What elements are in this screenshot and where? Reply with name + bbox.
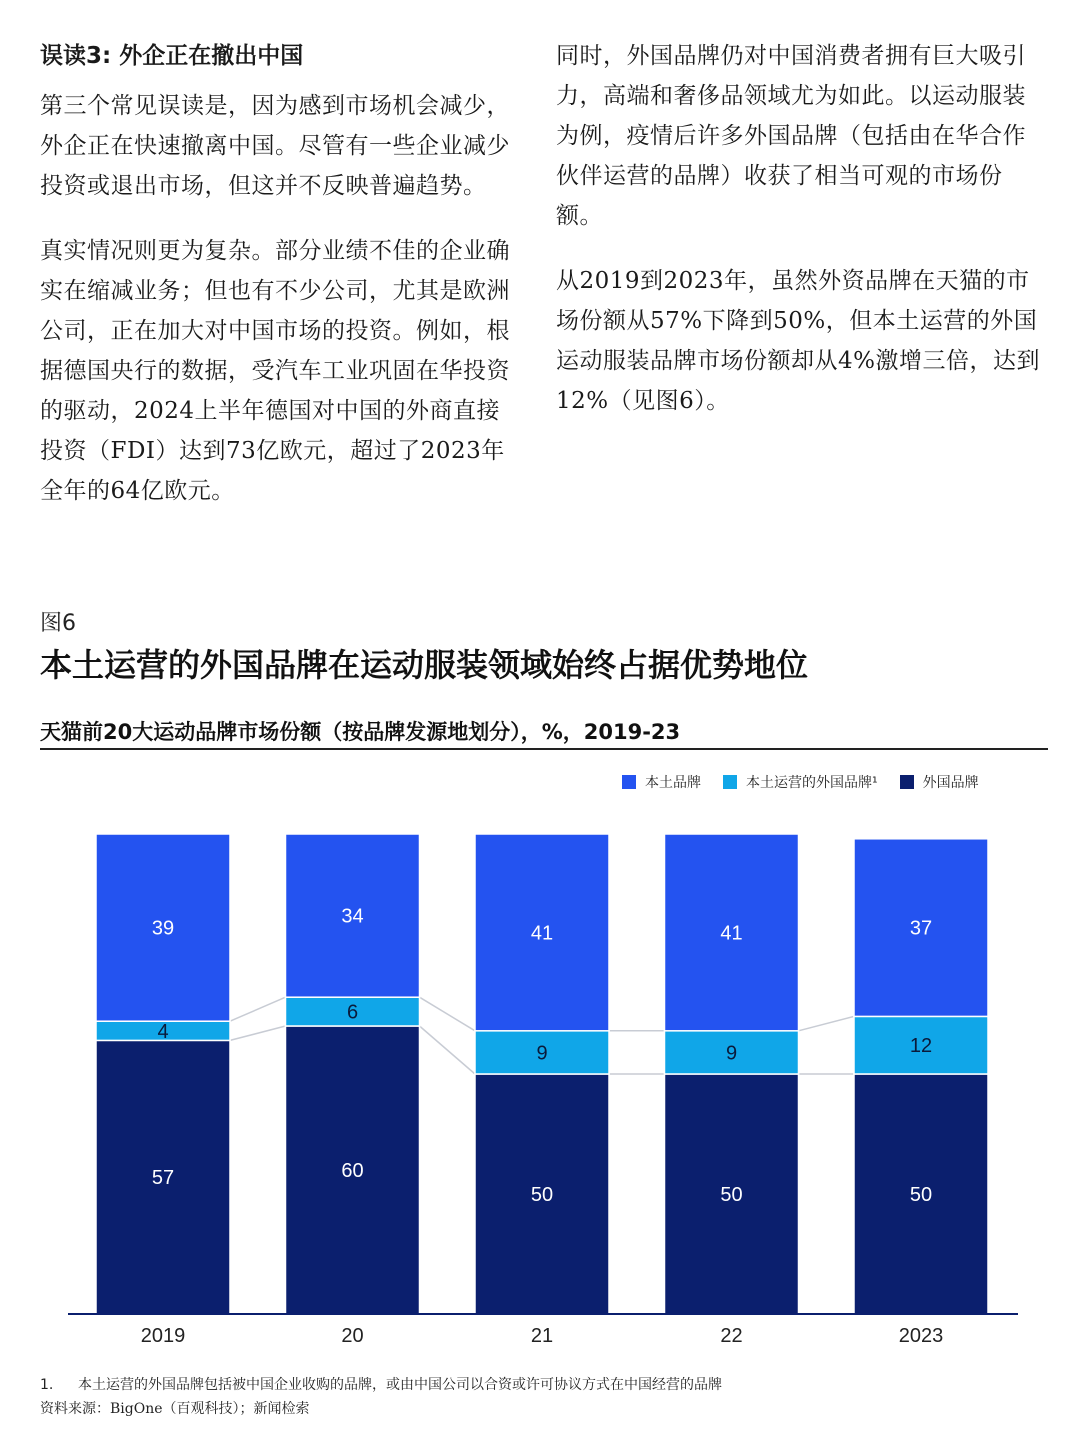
article-heading: 误读3: 外企正在撤出中国 [40, 43, 304, 69]
stacked-bar-chart [0, 800, 1080, 1360]
connector-line [230, 1026, 286, 1040]
legend-item [622, 772, 701, 792]
data-label: 12 [909, 1035, 933, 1058]
figure-divider [40, 748, 1048, 750]
right-paragraph-2: 从2019到2023年，虽然外资品牌在天猫的市场份额从57%下降到50%，但本土运营的外国运动服装品牌市场份额却从4%激增三倍，达到12%（见图6）。 [556, 268, 1040, 414]
data-label: 60 [341, 1160, 364, 1182]
legend-swatch [622, 775, 636, 789]
chart-legend [622, 772, 979, 792]
footnote [40, 1374, 722, 1394]
x-tick-label: 20 [341, 1325, 364, 1347]
data-label: 50 [720, 1184, 743, 1206]
data-label: 6 [346, 1001, 359, 1024]
data-label: 9 [725, 1042, 738, 1065]
footnote-text: 本土运营的外国品牌包括被中国企业收购的品牌，或由中国公司以合资或许可协议方式在中国经营的品牌 [78, 1377, 722, 1393]
data-label: 39 [151, 917, 175, 940]
connector-line [420, 1026, 476, 1074]
figure-label: 图6 [40, 611, 76, 636]
left-paragraph-1: 第三个常见误读是，因为感到市场机会减少，外企正在快速撤离中国。尽管有一些企业减少投资或退出市场，但这并不反映普遍趋势。 [40, 93, 510, 199]
left-paragraph-2: 真实情况则更为复杂。部分业绩不佳的企业确实在缩减业务；但也有不少公司，尤其是欧洲公司，正在加大对中国市场的投资。例如，根据德国央行的数据，受汽车工业巩固在华投资的驱动，2024上半年德国对中国的外商直接投资（FDI）达到73亿欧元，超过了2023年全年的64亿欧元。 [40, 238, 510, 504]
legend-label: 本土品牌 [645, 775, 701, 791]
figure-subtitle: 天猫前20大运动品牌市场份额（按品牌发源地划分），%，2019-23 [40, 720, 681, 744]
connector-line [799, 1016, 855, 1030]
data-label: 50 [530, 1184, 554, 1206]
legend-swatch [723, 775, 737, 789]
legend-label: 本土运营的外国品牌¹ [746, 775, 878, 791]
data-label: 34 [341, 905, 364, 928]
data-label: 4 [157, 1020, 169, 1043]
x-tick-label: 2019 [140, 1325, 186, 1347]
data-label: 37 [909, 917, 933, 940]
data-label: 9 [536, 1042, 548, 1065]
footnote-number: 1. [40, 1377, 54, 1393]
legend-item [900, 772, 979, 792]
legend-swatch [900, 775, 914, 789]
article-left-column [40, 36, 522, 536]
connector-line [230, 997, 286, 1021]
data-label: 41 [720, 922, 743, 945]
source-note: 资料来源：BigOne（百观科技）；新闻检索 [40, 1401, 310, 1417]
x-tick-label: 21 [530, 1325, 554, 1347]
connector-line [420, 997, 476, 1031]
data-label: 41 [530, 922, 554, 945]
legend-item [723, 772, 878, 792]
x-tick-label: 22 [720, 1325, 743, 1347]
legend-label: 外国品牌 [922, 775, 979, 791]
x-tick-label: 2023 [898, 1325, 944, 1347]
data-label: 57 [151, 1167, 175, 1190]
data-label: 50 [909, 1184, 933, 1206]
right-paragraph-1: 同时，外国品牌仍对中国消费者拥有巨大吸引力，高端和奢侈品领域尤为如此。以运动服装为例，疫情后许多外国品牌（包括由在华合作伙伴运营的品牌）收获了相当可观的市场份额。 [556, 43, 1026, 229]
figure-title: 本土运营的外国品牌在运动服装领域始终占据优势地位 [40, 646, 809, 684]
article-right-column [556, 36, 1046, 446]
